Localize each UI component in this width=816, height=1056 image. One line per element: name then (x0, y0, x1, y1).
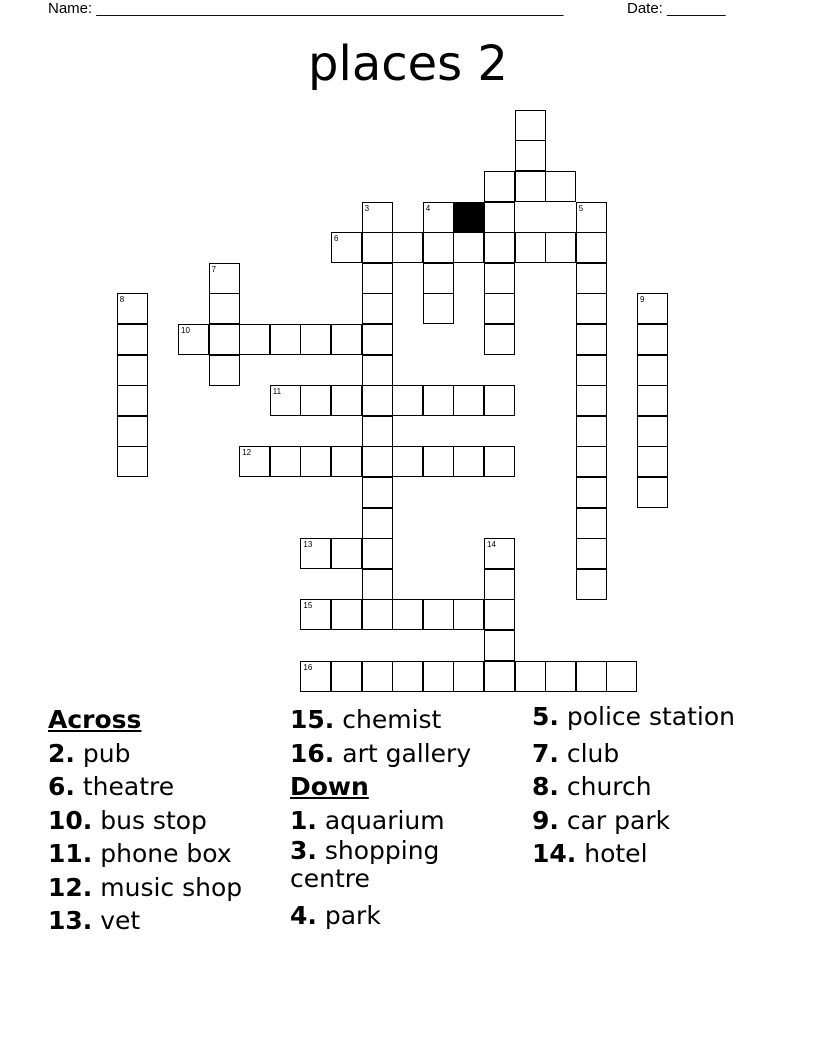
grid-cell[interactable] (637, 355, 668, 386)
grid-cell[interactable] (423, 385, 454, 416)
grid-cell[interactable] (423, 293, 454, 324)
clue-column-3 (532, 703, 757, 871)
grid-cell[interactable] (484, 202, 515, 233)
clue-number: 5 (578, 203, 584, 213)
date-label: Date: (627, 0, 663, 17)
grid-cell[interactable] (576, 416, 607, 447)
clue-item-text: police station (558, 702, 736, 731)
clue-item-text: church (558, 772, 652, 801)
across-clue-list-continued (290, 703, 515, 770)
grid-cell[interactable] (270, 385, 301, 416)
grid-cell[interactable] (637, 477, 668, 508)
clue-number: 11 (272, 387, 282, 397)
grid-cell[interactable] (515, 110, 546, 141)
grid-cell[interactable] (362, 569, 393, 600)
grid-cell[interactable] (423, 263, 454, 294)
clue-item-number: 11. (48, 839, 93, 868)
grid-cell[interactable] (484, 446, 515, 477)
clue-item-text: vet (92, 906, 141, 935)
grid-cell[interactable] (392, 599, 423, 630)
grid-cell[interactable] (484, 171, 515, 202)
clue-item-number: 5. (532, 702, 559, 731)
grid-cell[interactable] (362, 293, 393, 324)
grid-cell[interactable] (576, 569, 607, 600)
grid-cell[interactable] (545, 661, 576, 692)
clue-item-number: 7. (532, 738, 559, 768)
grid-cell[interactable] (576, 202, 607, 233)
clue-item-text: shopping centre (290, 836, 440, 893)
date-line: _______ (667, 0, 726, 17)
grid-cell[interactable] (331, 446, 362, 477)
clue-item-text: bus stop (92, 805, 207, 835)
grid-cell[interactable] (453, 661, 484, 692)
grid-cell[interactable] (484, 661, 515, 692)
grid-cell[interactable] (545, 232, 576, 263)
grid-cell[interactable] (392, 446, 423, 477)
clue-number: 3 (364, 203, 370, 213)
grid-cell[interactable] (209, 293, 240, 324)
clue-item (290, 737, 515, 771)
clue-item (48, 904, 273, 938)
clue-item (48, 770, 273, 804)
grid-cell[interactable] (239, 446, 270, 477)
clue-item-text: phone box (92, 839, 232, 868)
down-clue-list-continued (532, 703, 757, 871)
grid-cell[interactable] (362, 416, 393, 447)
clue-item-text: park (316, 900, 381, 930)
clue-item-number: 4. (290, 900, 317, 930)
clue-column-1 (48, 703, 273, 938)
clue-item-text: pub (74, 738, 131, 768)
clue-item-number: 3. (290, 836, 317, 865)
grid-cell[interactable] (576, 538, 607, 569)
clue-item-number: 14. (532, 839, 577, 868)
grid-cell[interactable] (300, 324, 331, 355)
clue-item-text: car park (558, 805, 671, 835)
clue-item (532, 703, 757, 731)
clue-number: 6 (334, 234, 339, 244)
grid-cell[interactable] (576, 263, 607, 294)
grid-cell[interactable] (515, 171, 546, 202)
grid-cell[interactable] (576, 477, 607, 508)
grid-cell[interactable] (331, 385, 362, 416)
grid-cell[interactable] (362, 661, 393, 692)
clue-number: 9 (640, 295, 645, 305)
grid-cell[interactable] (362, 324, 393, 355)
grid-cell[interactable] (331, 232, 362, 263)
grid-cell[interactable] (637, 416, 668, 447)
grid-cell[interactable] (209, 355, 240, 386)
clue-item-text: chemist (334, 705, 442, 734)
grid-cell[interactable] (331, 661, 362, 692)
grid-cell[interactable] (300, 446, 331, 477)
down-heading: Down (290, 772, 369, 801)
grid-cell[interactable] (484, 232, 515, 263)
clue-item (290, 703, 515, 737)
grid-cell[interactable] (362, 385, 393, 416)
grid-cell[interactable] (484, 538, 515, 569)
grid-cell[interactable] (576, 355, 607, 386)
clue-item-number: 6. (48, 772, 75, 801)
clue-item-number: 13. (48, 906, 93, 935)
clue-item (48, 804, 273, 838)
clue-item-number: 16. (290, 738, 335, 768)
grid-cell[interactable] (515, 661, 546, 692)
grid-cell[interactable] (453, 446, 484, 477)
grid-cell[interactable] (270, 324, 301, 355)
grid-cell[interactable] (484, 569, 515, 600)
grid-cell[interactable] (362, 355, 393, 386)
grid-cell[interactable] (392, 232, 423, 263)
grid-cell[interactable] (239, 324, 270, 355)
grid-cell[interactable] (484, 599, 515, 630)
grid-cell[interactable] (423, 661, 454, 692)
grid-cell[interactable] (484, 263, 515, 294)
grid-cell[interactable] (637, 446, 668, 477)
grid-cell[interactable] (576, 293, 607, 324)
clue-item (532, 737, 757, 771)
clue-item-number: 9. (532, 805, 559, 835)
grid-cell[interactable] (637, 324, 668, 355)
grid-cell[interactable] (362, 599, 393, 630)
grid-cell[interactable] (484, 324, 515, 355)
clue-item (290, 837, 515, 893)
grid-cell[interactable] (484, 385, 515, 416)
grid-cell[interactable] (423, 599, 454, 630)
clue-number: 13 (303, 540, 313, 550)
clue-item-text: hotel (576, 839, 648, 868)
name-label: Name: (48, 0, 93, 17)
grid-cell[interactable] (331, 324, 362, 355)
grid-cell[interactable] (637, 385, 668, 416)
clue-item-number: 8. (532, 772, 559, 801)
grid-cell[interactable] (576, 508, 607, 539)
grid-cell[interactable] (453, 385, 484, 416)
clue-number: 14 (487, 540, 496, 550)
clue-number: 4 (425, 203, 431, 213)
clue-column-2 (290, 703, 515, 932)
clue-item-number: 2. (48, 738, 75, 768)
clue-item (48, 871, 273, 905)
clue-number: 10 (181, 326, 190, 335)
clue-item-text: club (558, 738, 620, 768)
clue-number: 16 (303, 662, 313, 672)
grid-cell[interactable] (362, 263, 393, 294)
grid-cell[interactable] (362, 232, 393, 263)
grid-cell[interactable] (300, 538, 331, 569)
grid-cell[interactable] (423, 446, 454, 477)
grid-cell[interactable] (270, 446, 301, 477)
grid-cell[interactable] (300, 661, 331, 692)
name-line: ________________________________________________________ (96, 0, 564, 17)
grid-cell[interactable] (362, 202, 393, 233)
clue-item (532, 837, 757, 871)
grid-cell[interactable] (209, 324, 240, 355)
clue-item (48, 737, 273, 771)
grid-cell[interactable] (300, 385, 331, 416)
grid-cell[interactable] (576, 324, 607, 355)
grid-cell[interactable] (362, 508, 393, 539)
grid-cell[interactable] (117, 416, 148, 447)
clue-item-text: theatre (74, 772, 175, 801)
clue-item-number: 10. (48, 805, 93, 835)
clue-number: 12 (242, 448, 252, 458)
grid-cell[interactable] (484, 293, 515, 324)
clue-number: 8 (119, 295, 125, 305)
clue-item-text: music shop (92, 872, 243, 902)
grid-cell[interactable] (606, 661, 637, 692)
grid-cell[interactable] (178, 324, 209, 355)
grid-cell[interactable] (209, 263, 240, 294)
grid-cell[interactable] (117, 293, 148, 324)
grid-cell[interactable] (117, 355, 148, 386)
grid-cell[interactable] (484, 630, 515, 661)
clue-item (48, 837, 273, 871)
grid-cell[interactable] (392, 385, 423, 416)
grid-cell[interactable] (423, 232, 454, 263)
clue-number: 7 (211, 264, 217, 274)
grid-cell[interactable] (576, 232, 607, 263)
down-clue-list (290, 804, 515, 933)
grid-cell[interactable] (453, 232, 484, 263)
clue-item (290, 804, 515, 838)
clue-item (532, 804, 757, 838)
grid-cell[interactable] (545, 171, 576, 202)
across-heading: Across (48, 705, 142, 734)
grid-cell[interactable] (515, 232, 546, 263)
grid-cell[interactable] (515, 140, 546, 171)
grid-cell[interactable] (576, 446, 607, 477)
clue-item (290, 899, 515, 933)
grid-cell[interactable] (331, 538, 362, 569)
grid-cell[interactable] (362, 538, 393, 569)
grid-cell[interactable] (423, 202, 454, 233)
grid-cell[interactable] (576, 661, 607, 692)
clue-item-text: aquarium (316, 805, 445, 835)
across-clue-list (48, 737, 273, 938)
black-square (453, 202, 484, 233)
clue-item-number: 1. (290, 805, 317, 835)
clue-item-number: 15. (290, 705, 335, 734)
grid-cell[interactable] (453, 599, 484, 630)
grid-cell[interactable] (117, 446, 148, 477)
grid-cell[interactable] (117, 385, 148, 416)
clue-number: 15 (303, 601, 313, 611)
clue-item-number: 12. (48, 872, 93, 902)
page-title: places 2 (308, 36, 508, 92)
grid-cell[interactable] (392, 661, 423, 692)
grid-cell[interactable] (331, 599, 362, 630)
clue-item-text: art gallery (334, 738, 472, 768)
grid-cell[interactable] (117, 324, 148, 355)
grid-cell[interactable] (300, 599, 331, 630)
clue-item (532, 770, 757, 804)
grid-cell[interactable] (576, 385, 607, 416)
grid-cell[interactable] (362, 477, 393, 508)
grid-cell[interactable] (637, 293, 668, 324)
grid-cell[interactable] (362, 446, 393, 477)
